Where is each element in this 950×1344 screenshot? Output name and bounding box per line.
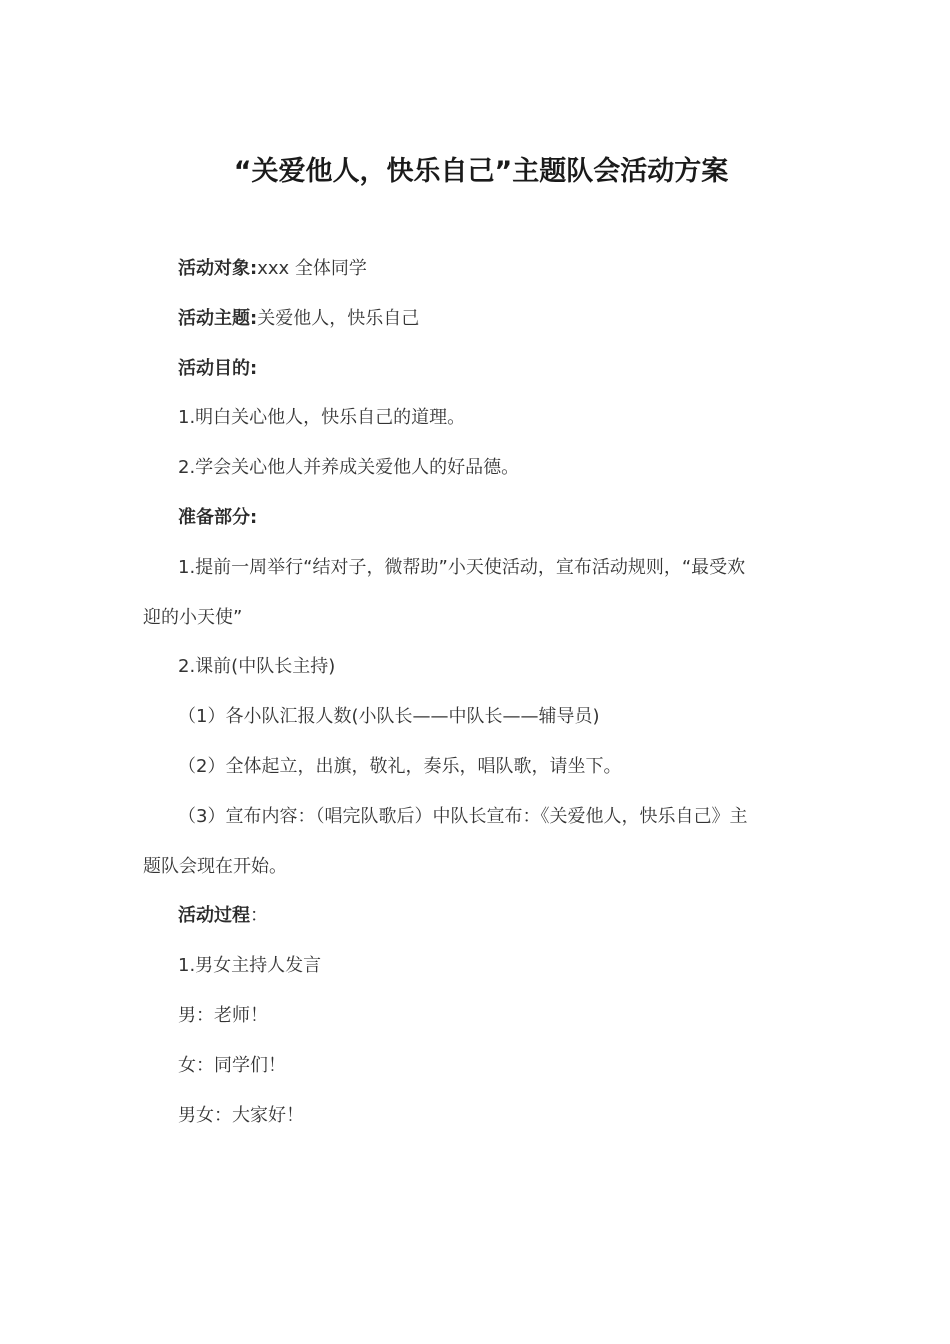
preparation-sub3-line2: 题队会现在开始。 bbox=[143, 855, 287, 877]
preparation-item1-line2: 迎的小天使” bbox=[143, 606, 243, 628]
purpose-heading bbox=[143, 344, 811, 394]
process-female-line: 女：同学们！ bbox=[178, 1054, 286, 1076]
process-label: 活动过程 bbox=[178, 905, 250, 927]
target-line bbox=[143, 244, 811, 294]
purpose-label: 活动目的: bbox=[178, 357, 258, 379]
theme-value: 关爱他人，快乐自己 bbox=[257, 307, 420, 329]
preparation-heading bbox=[143, 493, 811, 543]
purpose-item: 2.学会关心他人并养成关爱他人的好品德。 bbox=[178, 457, 520, 479]
preparation-item1-line1: 1.提前一周举行“结对子，微帮助”小天使活动，宣布活动规则，“最受欢 bbox=[178, 556, 746, 578]
process-item1: 1.男女主持人发言 bbox=[178, 955, 322, 977]
theme-line bbox=[143, 294, 811, 344]
process-colon: ： bbox=[250, 905, 268, 927]
preparation-sub2: （2）全体起立，出旗，敬礼，奏乐，唱队歌，请坐下。 bbox=[178, 755, 622, 777]
target-value: xxx 全体同学 bbox=[257, 258, 367, 279]
preparation-sub1: （1）各小队汇报人数(小队长——中队长——辅导员) bbox=[178, 706, 600, 728]
process-male-line: 男：老师！ bbox=[178, 1004, 268, 1026]
preparation-sub3-line1: （3）宣布内容：（唱完队歌后）中队长宣布：《关爱他人，快乐自己》主 bbox=[178, 805, 748, 827]
preparation-label: 准备部分: bbox=[178, 506, 258, 528]
preparation-item2: 2.课前(中队长主持) bbox=[178, 656, 336, 678]
document-body bbox=[143, 244, 811, 1140]
document-title: “关爱他人，快乐自己”主题队会活动方案 bbox=[233, 156, 729, 187]
target-label: 活动对象: bbox=[178, 258, 258, 279]
theme-label: 活动主题: bbox=[178, 307, 258, 329]
process-heading bbox=[143, 891, 811, 941]
purpose-item: 1.明白关心他人，快乐自己的道理。 bbox=[178, 407, 466, 429]
process-both-line: 男女：大家好！ bbox=[178, 1104, 304, 1126]
